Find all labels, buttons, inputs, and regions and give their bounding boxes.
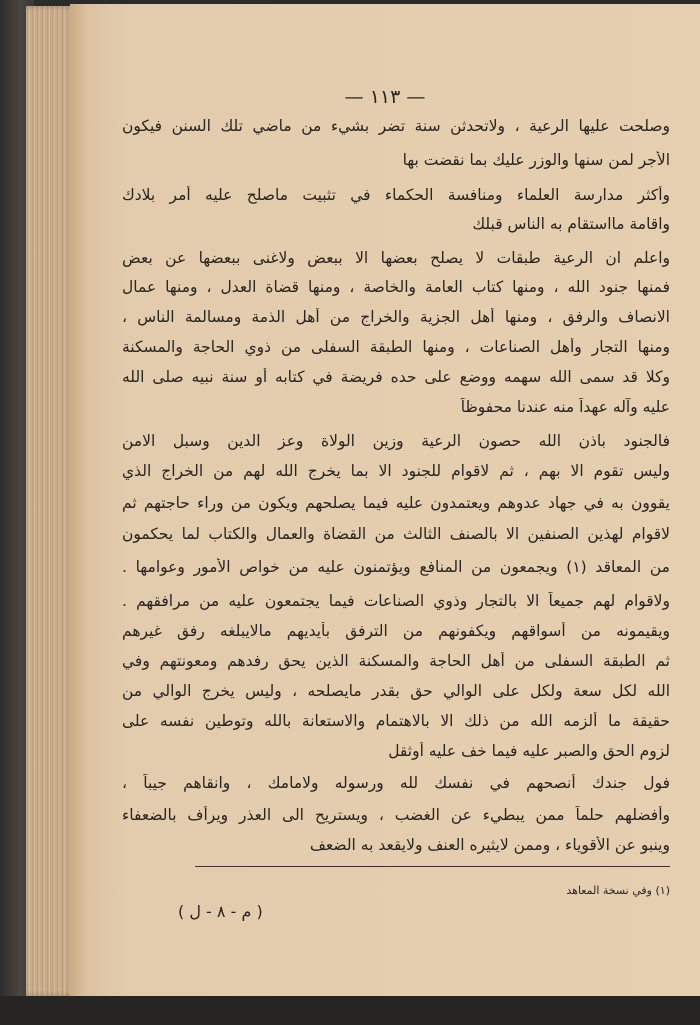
page-content bbox=[70, 0, 700, 996]
text-line: وليس تقوم الا بهم ، ثم لاقوام للجنود الا بما يخرج الله لهم من الخراج الذي bbox=[122, 462, 670, 480]
text-line: فمنها جنود الله ، ومنها كتاب العامة والخاصة ، ومنها قضاة العدل ، ومنها عمال bbox=[122, 278, 670, 296]
text-line: وكلا قد سمى الله سهمه ووضع على حده فريضة في كتابه أو سنة نبيه صلى الله bbox=[122, 368, 670, 386]
footnote: (١) وفي نسخة المعاهد bbox=[566, 884, 670, 897]
text-line: وأفضلهم حلماً ممن يبطيء عن الغضب ، ويستريح الى العذر ويرأف بالضعفاء bbox=[122, 806, 670, 824]
text-line: لزوم الحق والصبر عليه فيما خف عليه أوثقل bbox=[388, 742, 670, 760]
text-line: عليه وآله عهداً منه عندنا محفوظاً bbox=[460, 398, 670, 416]
text-line: ولاقوام لهم جميعاً الا بالتجار وذوي الصناعات فيما يجتمعون عليه من مرافقهم . bbox=[122, 592, 670, 610]
text-line: ويقيمونه من أسواقهم ويكفونهم من الترفق بأيديهم مالايبلغه رفق غيرهم bbox=[122, 622, 670, 640]
text-line: ومنها التجار وأهل الصناعات ، ومنها الطبقة السفلى من ذوي الحاجة والمسكنة bbox=[122, 338, 670, 356]
bottom-shadow bbox=[0, 996, 700, 1025]
text-line: واعلم ان الرعية طبقات لا يصلح بعضها الا ببعض ولاغنى ببعضها عن بعض bbox=[122, 249, 670, 267]
page-number: — ١١٣ — bbox=[344, 86, 426, 108]
text-line: لاقوام لهذين الصنفين الا بالصنف الثالث من القضاة والعمال والكتاب لما يحكمون bbox=[122, 525, 670, 543]
text-line: وينبو عن الأقوياء ، وممن لايثيره العنف ولايقعد به الضعف bbox=[309, 836, 670, 854]
text-line: حقيقة ما ألزمه الله من ذلك الا بالاهتمام والاستعانة بالله وتوطين نفسه على bbox=[122, 712, 670, 730]
text-line: فول جندك أنصحهم في نفسك لله ورسوله ولامامك ، وانقاهم جيباً ، bbox=[122, 774, 670, 792]
footnote-divider bbox=[195, 866, 670, 867]
text-line: الله لكل سعة ولكل على الوالي حق بقدر مايصلحه ، وليس يخرج الوالي من bbox=[122, 682, 670, 700]
text-line: وأكثر مدارسة العلماء ومنافسة الحكماء في تثبيت ماصلح عليه أمر بلادك bbox=[122, 186, 670, 204]
text-line: فالجنود باذن الله حصون الرعية وزين الولاة وعز الدين وسبل الامن bbox=[122, 432, 670, 450]
text-line: الأجر لمن سنها والوزر عليك بما نقضت بها bbox=[402, 151, 670, 169]
page-edges bbox=[26, 6, 76, 996]
text-line: ثم الطبقة السفلى من أهل الحاجة والمسكنة الذين يحق رفدهم ومعونتهم وفي bbox=[122, 652, 670, 670]
signature-mark: ( م - ٨ - ل ) bbox=[178, 902, 263, 921]
text-line: الانصاف والرفق ، ومنها أهل الجزية والخراج من أهل الذمة ومسالمة الناس ، bbox=[122, 308, 670, 326]
text-line: يقوون به في جهاد عدوهم ويعتمدون عليه فيما يصلحهم ويكون من وراء حاجتهم ثم bbox=[122, 494, 670, 512]
text-line: وصلحت عليها الرعية ، ولاتحدثن سنة تضر بشيء من ماضي تلك السنن فيكون bbox=[122, 117, 670, 135]
text-line: من المعاقد (١) ويجمعون من المنافع ويؤتمنون عليه من خواص الأمور وعوامها . bbox=[122, 558, 670, 576]
text-line: واقامة مااستقام به الناس قبلك bbox=[472, 215, 670, 233]
